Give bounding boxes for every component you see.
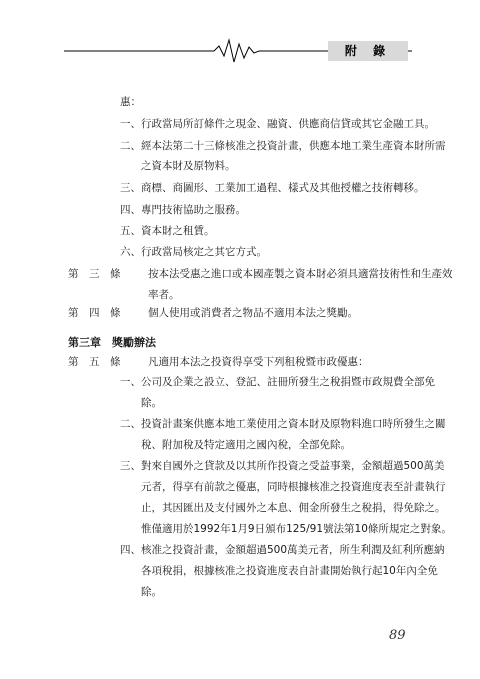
- list-item-text: 經本法第二十三條核准之投資計畫，供應本地工業生產資本財所需: [141, 140, 446, 152]
- list-marker: 四、: [120, 204, 141, 216]
- appendix-section-tag: 附 錄: [328, 41, 408, 61]
- chapter-title: 第三章 獎勵辦法: [68, 336, 156, 349]
- list-marker: 六、: [120, 246, 141, 258]
- list-item-text: 對來自國外之貸款及以其所作投資之受益事業，金額超過500萬美: [141, 460, 445, 472]
- line-text: 惠：: [120, 96, 141, 108]
- list-item-text: 之資本財及原物料。: [141, 160, 236, 172]
- list-marker: 三、: [120, 182, 141, 194]
- list-marker: 五、: [120, 225, 141, 237]
- text-line: [120, 95, 141, 109]
- list-item-continuation: [141, 396, 162, 410]
- list-marker: 二、: [120, 140, 141, 152]
- list-item-continuation: [141, 438, 351, 452]
- list-item-text: 資本財之租賃。: [141, 225, 215, 237]
- list-item-continuation: [141, 522, 452, 536]
- list-marker: 二、: [120, 418, 141, 430]
- article-text: 凡適用本法之投資得享受下列租稅暨市政優惠：: [148, 356, 369, 368]
- list-item-text: 惟僅適用於1992年1月9日頒布125/91號法第10條所規定之對象。: [141, 523, 452, 535]
- article-label: 第 三 條: [68, 268, 121, 280]
- list-item-text: 投資計畫案供應本地工業使用之資本財及原物料進口時所發生之關: [141, 418, 446, 430]
- list-item-continuation: [141, 501, 446, 515]
- list-item-text: 除。: [141, 397, 162, 409]
- article-3-continuation: [148, 288, 180, 302]
- article-text: 個人使用或消費者之物品不適用本法之獎勵。: [148, 307, 358, 319]
- list-marker: 四、: [120, 544, 141, 556]
- list-marker: 三、: [120, 460, 141, 472]
- article-label: 第 四 條: [68, 307, 121, 319]
- list-item-text: 元者，得享有前款之優惠，同時根據核准之投資進度表至計畫執行: [141, 481, 446, 493]
- list-item-continuation: [141, 585, 162, 599]
- article-text: 率者。: [148, 289, 180, 301]
- list-item-text: 專門技術協助之服務。: [141, 204, 246, 216]
- article-text: 按本法受惠之進口或本國產製之資本財必須具適當技術性和生產效: [148, 268, 453, 280]
- list-item-text: 除。: [141, 586, 162, 598]
- article-label: 第 五 條: [68, 356, 121, 368]
- list-item-text: 行政當局核定之其它方式。: [141, 246, 267, 258]
- page-number: 89: [389, 628, 406, 643]
- list-item-continuation: [141, 159, 236, 173]
- list-marker: 一、: [120, 376, 141, 388]
- list-item-text: 各項稅捐，根據核准之投資進度表自計畫開始執行起10年內全免: [141, 565, 438, 577]
- list-item-text: 公司及企業之設立、登記、註冊所發生之稅捐暨市政規費全部免: [141, 376, 435, 388]
- list-item-continuation: [141, 564, 438, 578]
- list-item-continuation: [141, 480, 446, 494]
- list-item-text: 核准之投資計畫，金額超過500萬美元者，所生利潤及紅利所應納: [141, 544, 445, 556]
- list-item-text: 行政當局所訂條件之現金、融資、供應商信貸或其它金融工具。: [141, 118, 435, 130]
- list-marker: 一、: [120, 118, 141, 130]
- list-item-text: 止，其因匯出及支付國外之本息、佣金所發生之稅捐，得免除之。: [141, 502, 446, 514]
- list-item-text: 商標、商圖形、工業加工過程、樣式及其他授權之技術轉移。: [141, 182, 425, 194]
- list-item-text: 稅、附加稅及特定適用之國內稅，全部免除。: [141, 439, 351, 451]
